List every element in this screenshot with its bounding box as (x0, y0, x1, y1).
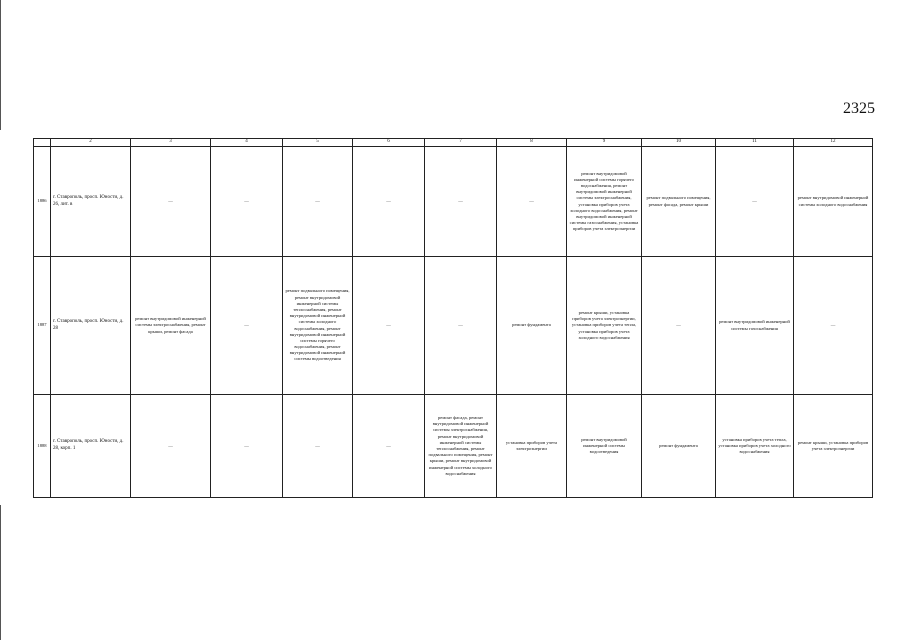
address-cell: г. Ставрополь, просп. Юности, д. 28 (51, 257, 131, 395)
table-cell: ремонт подвального помещения, ремонт фасада, ремонт крыши (642, 147, 716, 257)
table-cell: — (716, 147, 794, 257)
header-cell (34, 139, 51, 147)
table-cell: — (642, 257, 716, 395)
header-cell: 6 (353, 139, 425, 147)
row-number: 1886 (34, 147, 51, 257)
table-cell: ремонт внутридомовой инженерной системы электроснабжения, ремонт крыши, ремонт фасада (131, 257, 211, 395)
header-row (34, 139, 873, 147)
header-cell: 11 (716, 139, 794, 147)
page-number: 2325 (843, 100, 875, 117)
table-cell: установка приборов учета электроэнергии (497, 395, 567, 498)
table-cell: — (131, 147, 211, 257)
table-cell: — (131, 395, 211, 498)
table-row (34, 257, 873, 395)
table-cell: — (794, 257, 873, 395)
header-cell: 4 (211, 139, 283, 147)
table-cell: — (353, 147, 425, 257)
header-cell: 7 (425, 139, 497, 147)
table-cell: — (211, 147, 283, 257)
repair-schedule-table (33, 138, 873, 498)
table-cell: — (353, 257, 425, 395)
row-number: 1888 (34, 395, 51, 498)
header-cell: 12 (794, 139, 873, 147)
table-cell: ремонт крыши, установка приборов учета электроэнергии, установка приборов учета тепла, установка приборов учета холодного водоснабжения (567, 257, 642, 395)
header-cell: 10 (642, 139, 716, 147)
row-number: 1887 (34, 257, 51, 395)
table-cell: ремонт фасада, ремонт внутридомовой инженерной системы электроснабжения, ремонт внутридомовой инженерной системы теплоснабжения, ремонт подвального помещения, ремонт крыши, ремонт внутридомовой инженерной системы холодного водоснабжения (425, 395, 497, 498)
table-cell: ремонт крыши, установка приборов учета электроэнергии (794, 395, 873, 498)
scan-edge-line-bottom (0, 505, 1, 640)
header-cell: 3 (131, 139, 211, 147)
table-cell: установка приборов учета тепла, установка приборов учета холодного водоснабжения (716, 395, 794, 498)
table-cell: ремонт фундамента (497, 257, 567, 395)
scan-edge-line-top (0, 0, 1, 130)
header-cell: 9 (567, 139, 642, 147)
table-cell: — (425, 147, 497, 257)
header-cell: 2 (51, 139, 131, 147)
header-cell: 8 (497, 139, 567, 147)
table-cell: — (211, 257, 283, 395)
table-cell: — (283, 147, 353, 257)
table-cell: — (283, 395, 353, 498)
table-cell: — (497, 147, 567, 257)
table-cell: ремонт внутридомовой инженерной системы холодного водоснабжения (794, 147, 873, 257)
table-cell: — (353, 395, 425, 498)
table-cell: ремонт подвального помещения, ремонт внутридомовой инженерной системы теплоснабжения, ремонт внутридомовой инженерной системы холодного водоснабжения, ремонт внутридомовой инженерной системы горячего водоснабжения, ремонт внутридомовой инженерной системы водоотведения (283, 257, 353, 395)
table-cell: — (425, 257, 497, 395)
address-cell: г. Ставрополь, просп. Юности, д. 28, корп. 1 (51, 395, 131, 498)
table-row (34, 147, 873, 257)
table-cell: ремонт внутридомовой инженерной системы водоотведения (567, 395, 642, 498)
table-cell: ремонт внутридомовой инженерной системы газоснабжения (716, 257, 794, 395)
header-cell: 5 (283, 139, 353, 147)
table-cell: — (211, 395, 283, 498)
address-cell: г. Ставрополь, просп. Юности, д. 26, лит. в (51, 147, 131, 257)
table-cell: ремонт фундамента (642, 395, 716, 498)
table-cell: ремонт внутридомовой инженерной системы горячего водоснабжения, ремонт внутридомовой инженерной системы электроснабжения, установка приборов учета холодного водоснабжения, ремонт внутридомовой инженерной системы газоснабжения, установка приборов учета электроэнергии (567, 147, 642, 257)
table-row (34, 395, 873, 498)
